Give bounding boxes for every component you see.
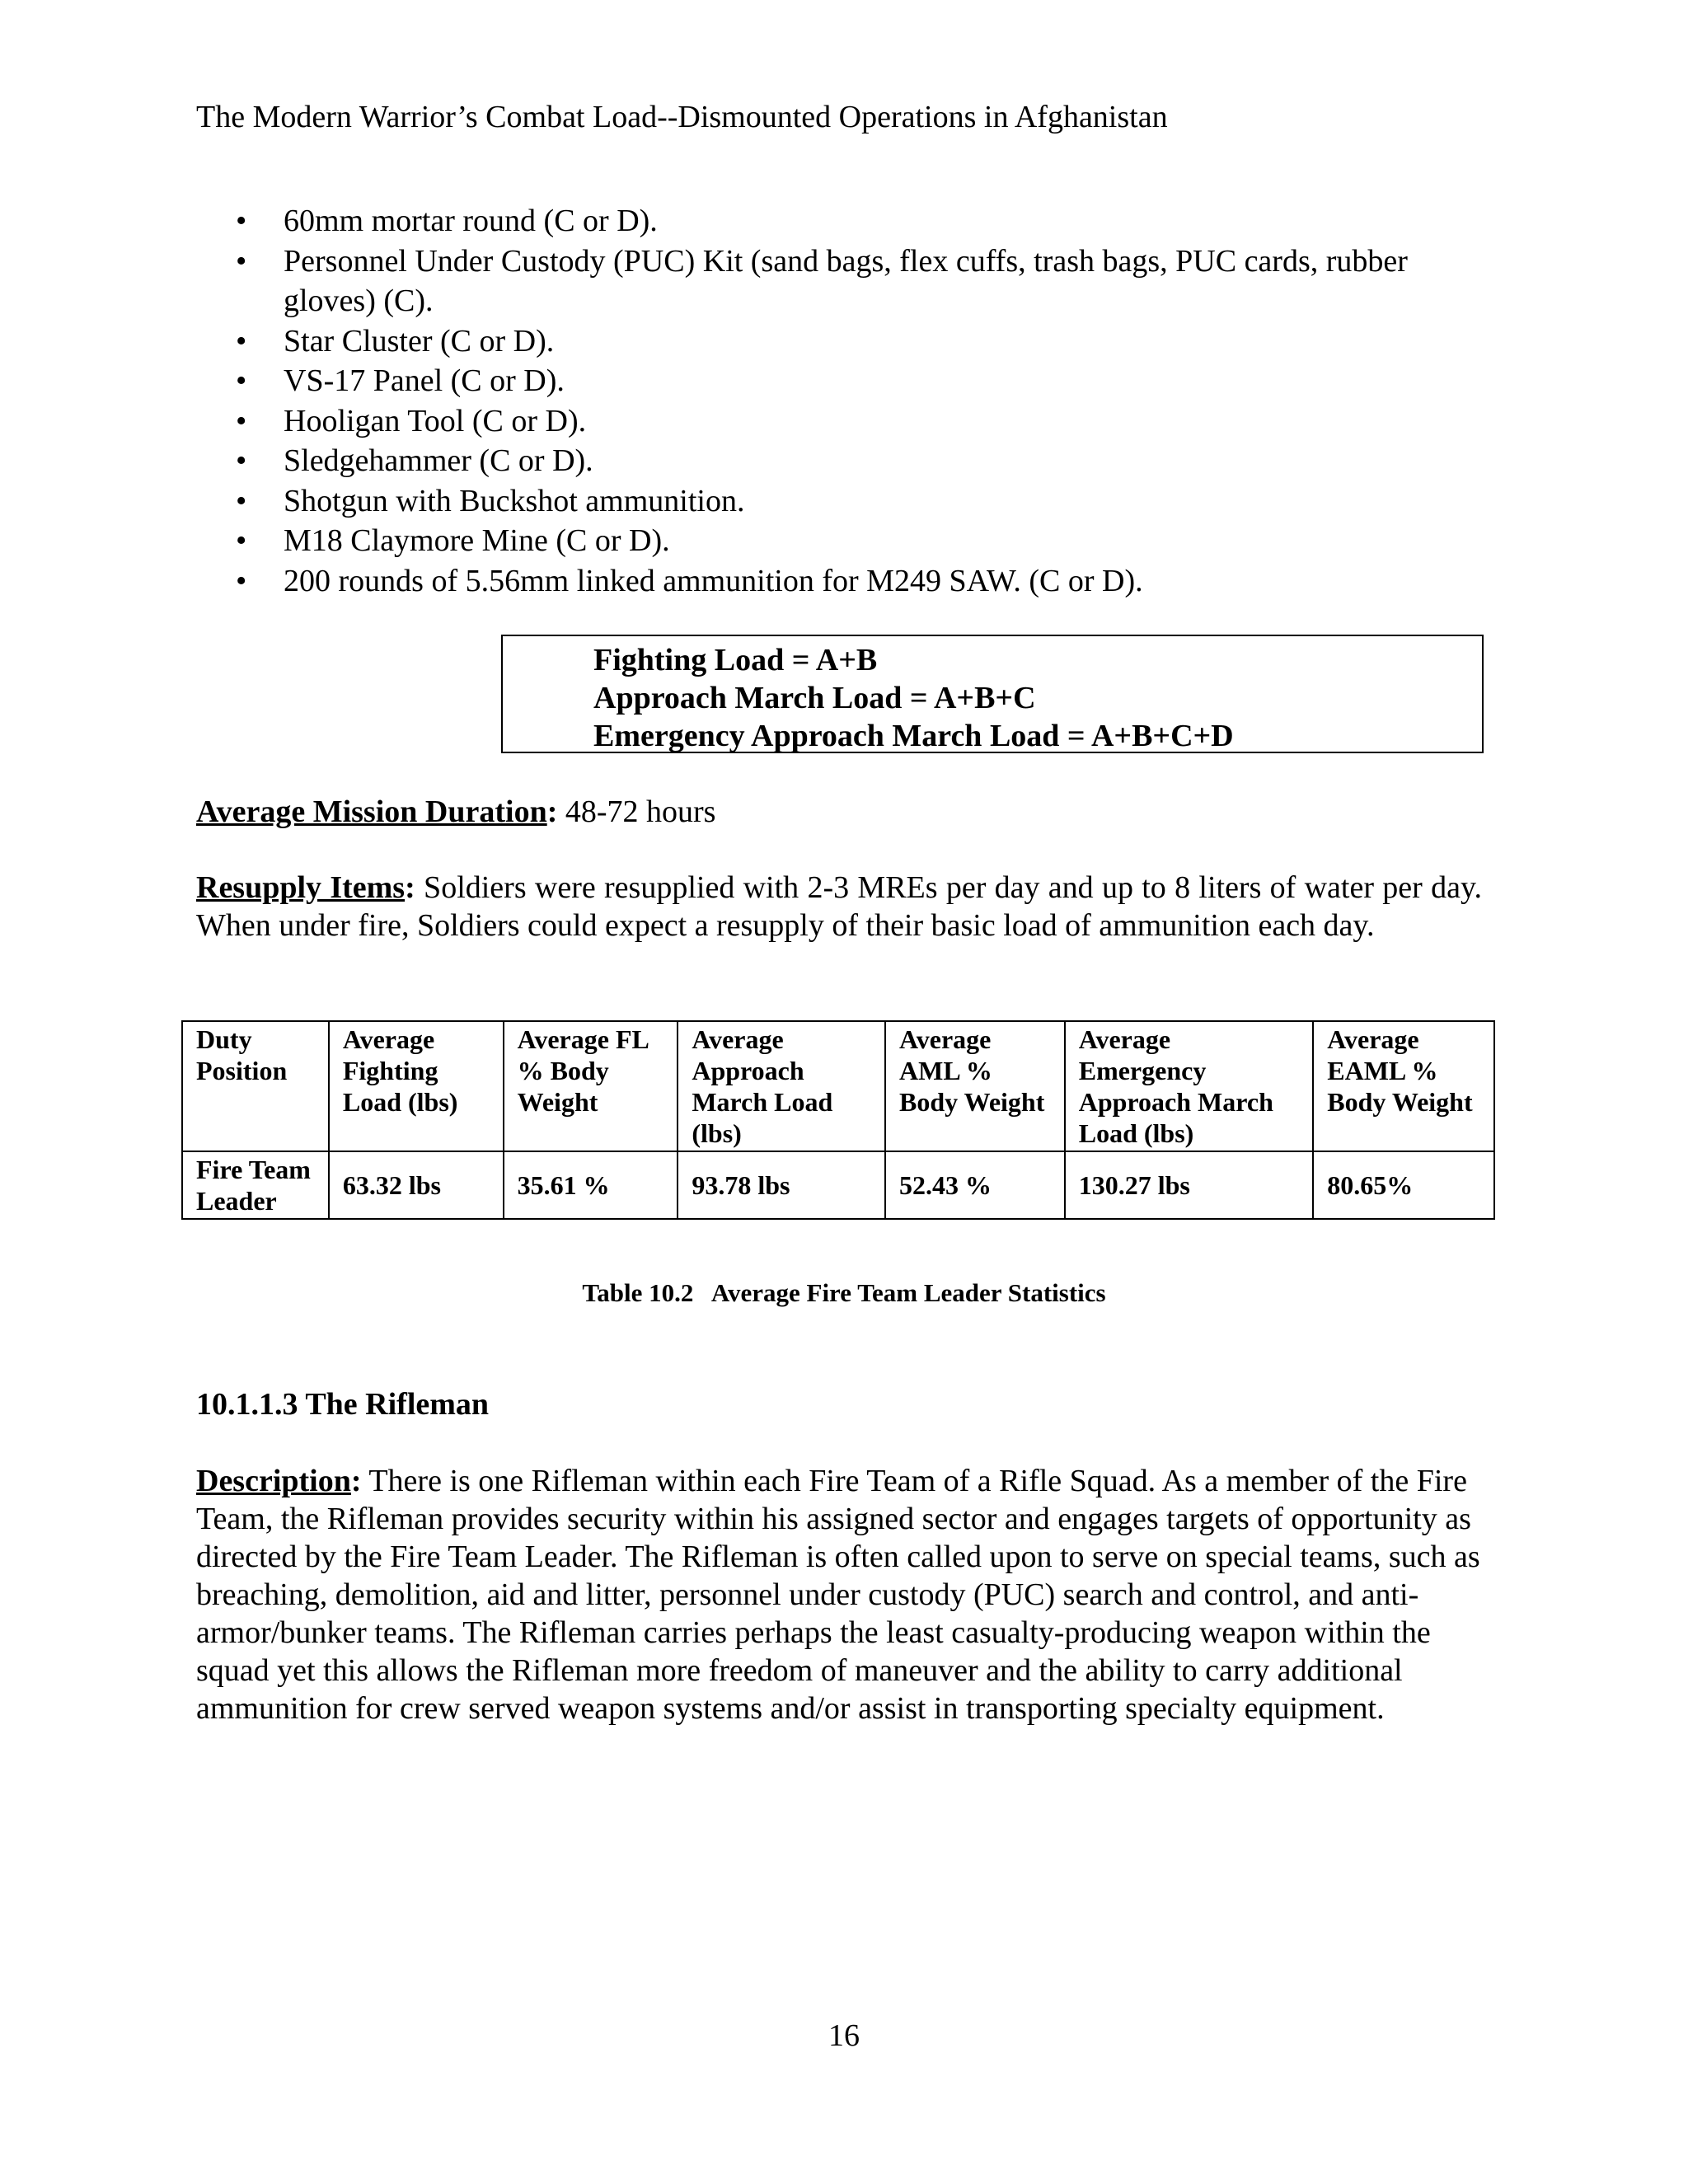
label-colon: : [350,1464,362,1498]
table-caption: Table 10.2 Average Fire Team Leader Statistics [582,1278,1106,1307]
table-cell-duty-position: Fire Team Leader [182,1151,329,1219]
mission-duration-label: Average Mission Duration [196,794,547,829]
list-item [196,441,1498,481]
table-cell: 130.27 lbs [1065,1151,1314,1219]
table-cell: 93.78 lbs [678,1151,885,1219]
column-header: Average FL % Body Weight [504,1021,678,1151]
resupply-paragraph [196,869,1482,944]
list-item-text: M18 Claymore Mine (C or D). [284,523,670,558]
list-item [196,201,1498,241]
approach-march-load-formula: Approach March Load = A+B+C [593,681,1036,715]
list-item-text: Hooligan Tool (C or D). [284,403,587,438]
list-item [196,401,1498,442]
label-colon: : [405,870,415,905]
list-item-text: Star Cluster (C or D). [284,323,555,359]
description-paragraph [196,1462,1498,1727]
column-header: Average AML % Body Weight [885,1021,1065,1151]
fighting-load-formula: Fighting Load = A+B [593,643,878,677]
description-text: There is one Rifleman within each Fire Team of a Rifle Squad. As a member of the Fire Team, the Rifleman provides security within his assigned sector and engages targets of opportunity as directed by the Fire Team Leader. The Rifleman is often called upon to serve on special teams, such as breaching, demolition, aid and litter, personnel under custody (PUC) search and control, and anti-armor/bunker teams. The Rifleman carries perhaps the least casualty-producing weapon within the squad yet this allows the Rifleman more freedom of maneuver and the ability to carry additional ammunition for crew served weapon systems and/or assist in transporting specialty equipment. [196,1464,1480,1726]
load-formula-box [501,635,1484,753]
bullet-icon: • [236,243,247,279]
equipment-bullet-list [196,201,1498,601]
table-cell: 80.65% [1313,1151,1494,1219]
resupply-text: Soldiers were resupplied with 2-3 MREs per day and up to 8 liters of water per day. When under fire, Soldiers could expect a resupply of their basic load of ammunition each day. [196,870,1482,943]
section-heading: 10.1.1.3 The Rifleman [196,1387,490,1422]
list-item-text: Shotgun with Buckshot ammunition. [284,483,745,518]
mission-duration-value: 48-72 hours [557,794,716,829]
running-header: The Modern Warrior’s Combat Load--Dismounted Operations in Afghanistan [196,100,1168,134]
column-header: Average EAML % Body Weight [1313,1021,1494,1151]
emergency-approach-march-load-formula: Emergency Approach March Load = A+B+C+D [593,719,1234,753]
table-cell: 52.43 % [885,1151,1065,1219]
table-cell: 35.61 % [504,1151,678,1219]
list-item-text: VS-17 Panel (C or D). [284,363,565,398]
bullet-icon: • [236,563,247,598]
column-header: Average Fighting Load (lbs) [329,1021,504,1151]
list-item [196,481,1498,522]
list-item-text: Personnel Under Custody (PUC) Kit (sand bags, flex cuffs, trash bags, PUC cards, rubber gloves) (C). [284,243,1408,318]
bullet-icon: • [236,443,247,478]
bullet-icon: • [236,483,247,518]
mission-duration-paragraph [196,793,1482,831]
bullet-icon: • [236,323,247,359]
table-header-row [182,1021,1494,1151]
label-colon: : [546,794,558,829]
bullet-icon: • [236,363,247,398]
resupply-label: Resupply Items [196,870,406,905]
list-item [196,361,1498,401]
list-item [196,521,1498,561]
list-item [196,561,1498,602]
bullet-icon: • [236,523,247,558]
bullet-icon: • [236,403,247,438]
list-item-text: Sledgehammer (C or D). [284,443,593,478]
list-item-text: 200 rounds of 5.56mm linked ammunition for M249 SAW. (C or D). [284,563,1143,598]
table-row [182,1151,1494,1219]
list-item-text: 60mm mortar round (C or D). [284,204,658,238]
column-header: Average Approach March Load (lbs) [678,1021,885,1151]
description-label: Description [196,1464,351,1498]
list-item [196,321,1498,362]
bullet-icon: • [236,204,247,238]
table-cell: 63.32 lbs [329,1151,504,1219]
page-number: 16 [828,2018,860,2053]
fire-team-leader-stats-table [181,1020,1495,1220]
column-header: Duty Position [182,1021,329,1151]
column-header: Average Emergency Approach March Load (lbs) [1065,1021,1314,1151]
list-item [196,241,1498,321]
